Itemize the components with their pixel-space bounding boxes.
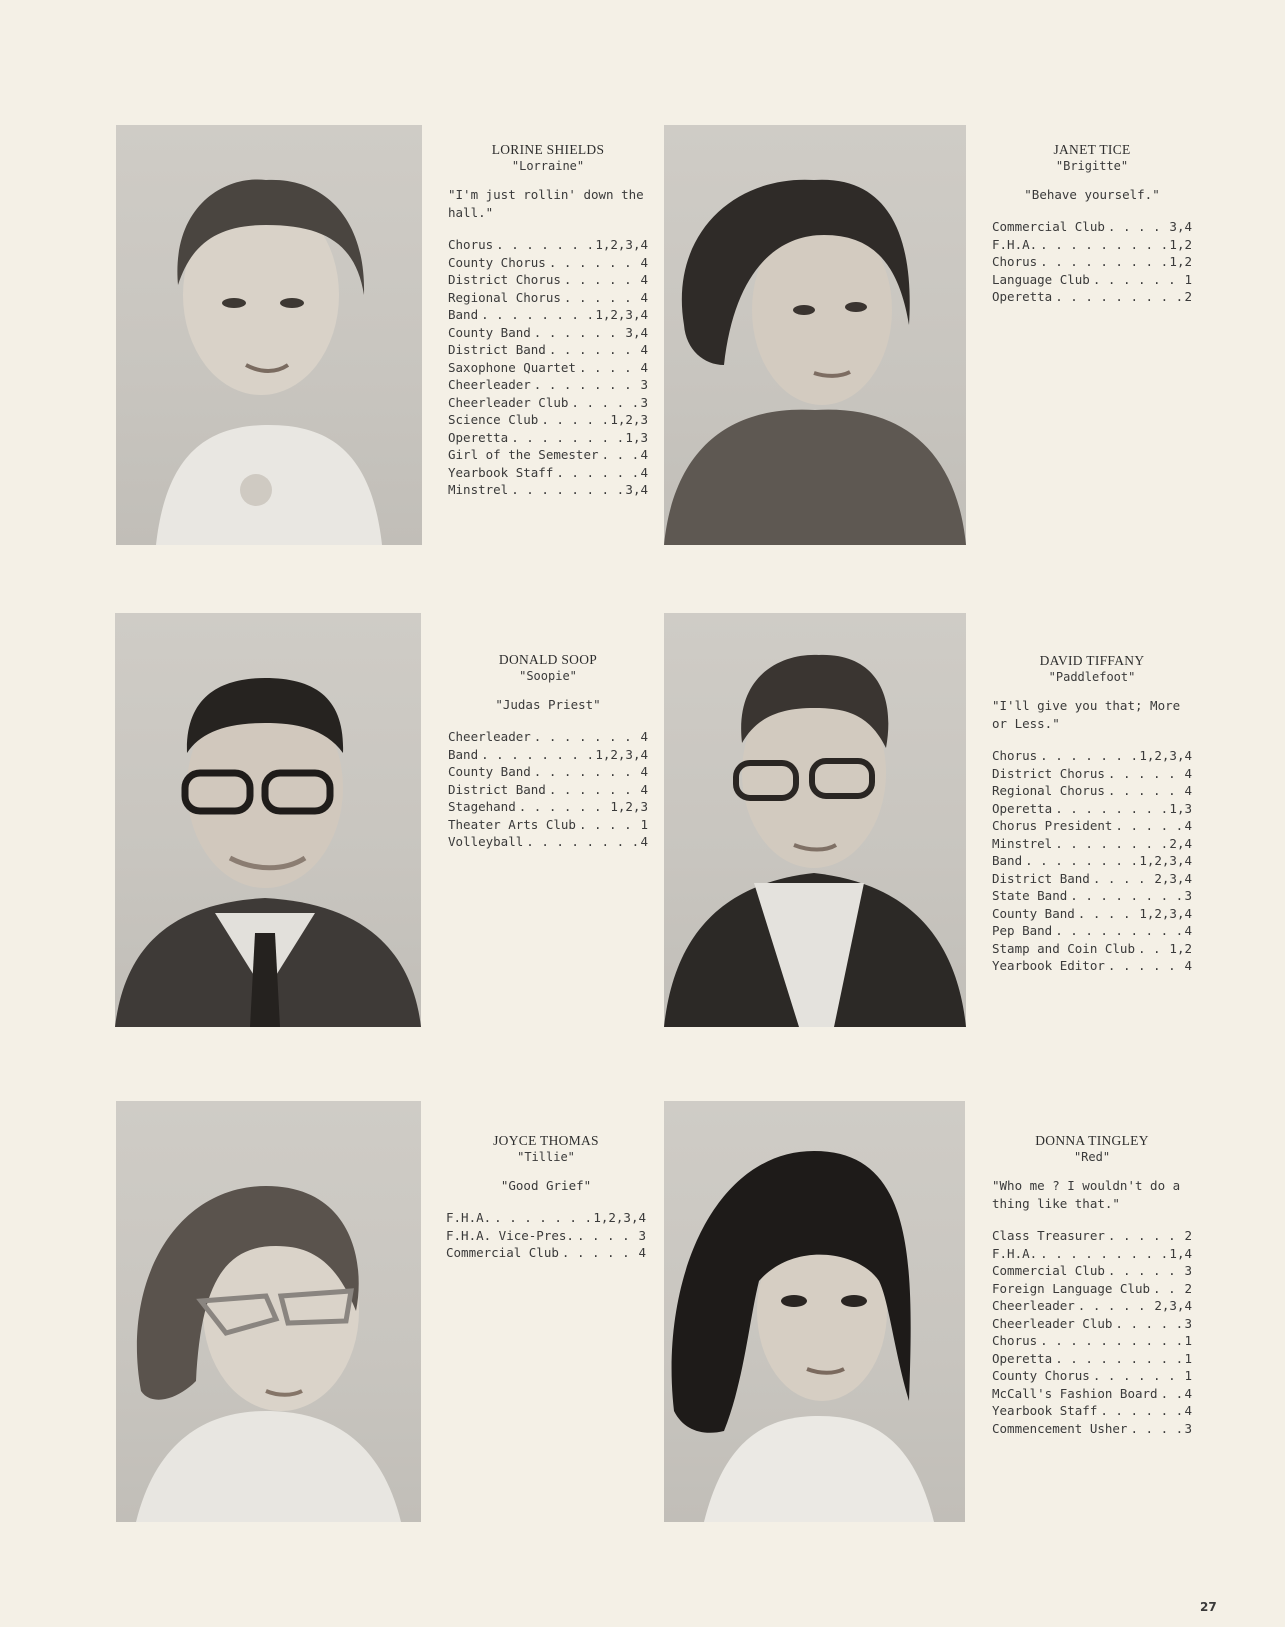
leader-dots [1105,218,1170,236]
activity-years: 4 [640,359,648,375]
activity-label: Stamp and Coin Club [992,940,1135,956]
activity-years: 3 [640,394,648,410]
activity-years: 3 [1184,1315,1192,1331]
activity-row [448,394,648,412]
activity-label: County Chorus [448,254,546,270]
leader-dots [1127,1420,1184,1438]
activity-label: State Band [992,888,1068,903]
activity-row [992,887,1192,905]
activity-years: 2,4 [1169,835,1192,851]
activity-years: 4 [640,781,648,797]
activity-years: 1 [1184,1368,1192,1383]
activity-row [992,905,1192,923]
activity-years: 1,2,3,4 [1139,853,1192,868]
activity-years: 3 [640,377,648,392]
activity-years: 1,3 [1169,800,1192,816]
activity-years: 3,4 [1169,219,1192,234]
leader-dots [574,1227,639,1245]
activity-years: 4 [640,764,648,779]
leader-dots [1052,922,1184,940]
activity-years: 1 [1184,271,1192,287]
leader-dots [1112,817,1184,835]
student-nickname: "Soopie" [519,669,577,683]
activity-row [992,288,1192,306]
leader-dots [531,376,641,394]
activity-row [992,957,1192,975]
leader-dots [576,359,641,377]
activity-row [992,218,1192,236]
student-photo-donna-tingley [664,1101,965,1522]
activity-row [448,798,648,816]
activity-years: 3 [638,1227,646,1243]
leader-dots [1090,870,1155,888]
activity-years: 1,3 [625,429,648,445]
activity-row [448,306,648,324]
leader-dots [531,763,641,781]
activity-row [448,746,648,764]
activity-years: 2,3,4 [1154,870,1192,886]
leader-dots [1105,765,1185,783]
activity-row [992,765,1192,783]
activity-years: 4 [1184,923,1192,938]
portrait-girl-icon [664,125,966,545]
activity-row [448,429,648,447]
student-nickname: "Red" [1073,1150,1111,1164]
leader-dots [553,464,640,482]
student-photo-donald-soop [115,613,421,1027]
leader-dots [546,781,641,799]
activity-row [448,728,648,746]
leader-dots [1037,1245,1169,1263]
activity-label: Chorus [992,1333,1038,1348]
portrait-girl-icon [664,1101,965,1522]
activity-list [446,1209,646,1262]
activity-row [992,835,1192,853]
activity-row [448,236,648,254]
leader-dots [516,798,611,816]
activity-years: 3,4 [625,482,648,497]
activity-label: Cheerleader Club [992,1315,1113,1331]
leader-dots [1037,236,1169,254]
activity-row [992,1297,1192,1315]
activity-list [448,236,648,499]
student-nickname: "Tillie" [517,1150,575,1164]
activity-row [992,922,1192,940]
leader-dots [1037,747,1139,765]
student-quote: "Good Grief" [500,1178,592,1193]
leader-dots [1097,1402,1184,1420]
activity-label: F.H.A. Vice-Pres. [446,1227,574,1243]
activity-label: Chorus [992,254,1038,269]
activity-row [992,1350,1192,1368]
activity-years: 2 [1184,1280,1192,1296]
activity-years: 4 [1184,783,1192,798]
activity-label: Cheerleader [448,377,531,392]
activity-years: 4 [1184,958,1192,973]
activity-years: 4 [1184,1385,1192,1401]
activity-label: Regional Chorus [448,289,561,305]
student-name: JOYCE THOMAS [493,1133,599,1148]
activity-label: County Chorus [992,1368,1090,1383]
leader-dots [561,271,641,289]
activity-years: 1,2,3,4 [1139,905,1192,921]
activity-years: 4 [640,834,648,849]
activity-list [992,218,1192,306]
leader-dots [1105,782,1185,800]
activity-label: County Band [448,324,531,340]
student-entry-david-tiffany [992,653,1192,975]
leader-dots [531,728,641,746]
activity-years: 4 [640,272,648,287]
activity-row [992,1245,1192,1263]
activity-label: Foreign Language Club [992,1280,1151,1296]
activity-years: 3 [1184,1420,1192,1436]
student-entry-donald-soop [448,652,648,851]
activity-row [448,816,648,834]
portrait-girl-icon [116,1101,421,1522]
student-quote: "Who me ? I wouldn't do a thing like that." [992,1178,1181,1211]
activity-years: 4 [640,254,648,270]
activity-label: Operetta [448,429,509,445]
activity-label: District Chorus [448,272,561,287]
leader-dots [1067,887,1184,905]
leader-dots [1090,271,1185,289]
activity-row [448,763,648,781]
activity-label: Chorus [992,748,1038,763]
leader-dots [1052,800,1169,818]
leader-dots [538,411,610,429]
activity-row [992,747,1192,765]
activity-label: Saxophone Quartet [448,359,576,375]
leader-dots [531,324,626,342]
activity-row [448,411,648,429]
leader-dots [1052,288,1184,306]
leader-dots [546,254,641,272]
activity-list [992,1227,1192,1437]
leader-dots [1037,1332,1184,1350]
activity-row [992,940,1192,958]
leader-dots [1135,940,1169,958]
activity-row [448,481,648,499]
activity-label: Cheerleader [992,1298,1075,1313]
leader-dots [523,833,640,851]
leader-dots [559,1244,639,1262]
leader-dots [1105,957,1185,975]
portrait-boy-icon [664,613,966,1027]
leader-dots [508,481,625,499]
activity-years: 1 [1184,1333,1192,1348]
student-nickname: "Brigitte" [1055,159,1129,173]
activity-row [992,1402,1192,1420]
activity-row [448,254,648,272]
activity-label: Chorus President [992,818,1113,833]
activity-years: 4 [638,1245,646,1260]
activity-label: Operetta [992,1350,1053,1366]
leader-dots [1075,1297,1155,1315]
activity-label: Minstrel [448,482,509,497]
activity-years: 4 [640,729,648,744]
activity-label: Stagehand [448,799,516,814]
student-photo-lorine-shields [116,125,422,545]
activity-label: County Band [992,905,1075,921]
leader-dots [1075,905,1140,923]
leader-dots [1112,1315,1184,1333]
student-entry-joyce-thomas [446,1133,646,1262]
activity-row [992,870,1192,888]
activity-row [448,324,648,342]
activity-row [446,1244,646,1262]
portrait-boy-icon [115,613,421,1027]
leader-dots [493,236,595,254]
activity-label: Commercial Club [992,1263,1105,1278]
student-nickname: "Lorraine" [511,159,585,173]
student-photo-janet-tice [664,125,966,545]
activity-label: District Chorus [992,765,1105,781]
activity-label: District Band [992,870,1090,886]
activity-row [446,1227,646,1245]
leader-dots [599,446,641,464]
activity-label: Yearbook Staff [448,464,554,480]
activity-label: Operetta [992,800,1053,816]
activity-label: McCall's Fashion Board [992,1385,1158,1401]
activity-label: District Band [448,781,546,797]
activity-label: Commencement Usher [992,1420,1128,1436]
student-quote: "I'll give you that; More or Less." [992,698,1181,731]
activity-label: Minstrel [992,835,1053,851]
activity-row [448,781,648,799]
activity-label: District Band [448,342,546,357]
activity-label: Cheerleader Club [448,394,569,410]
activity-row [992,817,1192,835]
student-name: LORINE SHIELDS [491,142,605,157]
activity-label: F.H.A. [992,1245,1038,1261]
activity-years: 1,2,3,4 [595,237,648,252]
activity-years: 3 [1184,1263,1192,1278]
activity-row [992,1280,1192,1298]
leader-dots [1052,1350,1184,1368]
student-quote: "Judas Priest" [495,697,601,712]
activity-label: F.H.A. [446,1210,492,1225]
activity-label: Chorus [448,237,494,252]
activity-row [992,800,1192,818]
student-quote: "I'm just rollin' down the hall." [448,187,644,220]
leader-dots [1052,835,1169,853]
activity-row [992,1385,1192,1403]
activity-label: Yearbook Staff [992,1403,1098,1418]
leader-dots [1022,852,1139,870]
activity-years: 1 [640,816,648,832]
activity-years: 4 [1184,818,1192,833]
leader-dots [478,746,595,764]
activity-label: Commercial Club [446,1245,559,1260]
activity-label: Band [448,307,479,322]
activity-label: Regional Chorus [992,783,1105,798]
leader-dots [568,394,640,412]
activity-row [992,1367,1192,1385]
activity-years: 1 [1184,1350,1192,1366]
activity-years: 4 [1184,1403,1192,1418]
activity-row [992,253,1192,271]
student-entry-lorine-shields [448,142,648,499]
page-number: 27 [1200,1600,1217,1614]
activity-label: Band [992,853,1023,868]
activity-list [992,747,1192,975]
activity-label: Operetta [992,289,1053,304]
leader-dots [546,341,641,359]
activity-row [992,1420,1192,1438]
leader-dots [478,306,595,324]
leader-dots [576,816,641,834]
student-name: DAVID TIFFANY [1039,653,1145,668]
activity-years: 4 [640,447,648,462]
activity-years: 1,2 [1169,236,1192,252]
activity-label: Commercial Club [992,219,1105,234]
activity-years: 1,2,3 [610,412,648,427]
activity-list [448,728,648,851]
student-photo-david-tiffany [664,613,966,1027]
activity-row [992,1227,1192,1245]
activity-label: Pep Band [992,923,1053,938]
activity-years: 1,2 [1169,254,1192,269]
activity-row [446,1209,646,1227]
activity-row [992,1332,1192,1350]
activity-years: 1,4 [1169,1245,1192,1261]
activity-row [448,464,648,482]
student-photo-joyce-thomas [116,1101,421,1522]
student-nickname: "Paddlefoot" [1048,670,1136,684]
leader-dots [561,289,641,307]
leader-dots [508,429,625,447]
activity-label: Band [448,746,479,762]
leader-dots [1037,253,1169,271]
activity-row [448,833,648,851]
activity-row [448,341,648,359]
activity-label: Volleyball [448,834,524,849]
activity-row [992,1315,1192,1333]
activity-years: 1,2,3,4 [593,1210,646,1225]
activity-label: Language Club [992,271,1090,287]
activity-years: 3 [1184,888,1192,903]
activity-label: Class Treasurer [992,1228,1105,1243]
activity-years: 2 [1184,1228,1192,1243]
activity-years: 1,2,3 [610,799,648,814]
leader-dots [1158,1385,1185,1403]
activity-years: 1,2,3,4 [595,307,648,322]
leader-dots [491,1209,593,1227]
activity-years: 4 [640,289,648,305]
activity-row [992,1262,1192,1280]
activity-years: 1,2 [1169,940,1192,956]
student-entry-donna-tingley [992,1133,1192,1437]
activity-years: 4 [640,464,648,480]
activity-row [448,289,648,307]
activity-row [992,271,1192,289]
activity-years: 4 [1184,765,1192,781]
student-name: JANET TICE [1053,142,1131,157]
activity-label: Yearbook Editor [992,958,1105,973]
student-name: DONNA TINGLEY [1035,1133,1149,1148]
activity-label: Theater Arts Club [448,816,576,832]
activity-row [448,359,648,377]
activity-years: 3,4 [625,324,648,340]
activity-row [992,852,1192,870]
activity-row [992,782,1192,800]
activity-label: Science Club [448,412,539,427]
activity-label: Cheerleader [448,729,531,744]
leader-dots [1150,1280,1184,1298]
leader-dots [1105,1227,1185,1245]
student-entry-janet-tice [992,142,1192,306]
activity-row [448,271,648,289]
activity-label: County Band [448,764,531,779]
activity-years: 1,2,3,4 [595,746,648,762]
portrait-girl-icon [116,125,422,545]
leader-dots [1090,1367,1185,1385]
activity-row [448,376,648,394]
activity-years: 2 [1184,289,1192,304]
student-quote: "Behave yourself." [1024,187,1160,202]
activity-years: 1,2,3,4 [1139,748,1192,763]
activity-label: Girl of the Semester [448,447,599,462]
activity-row [448,446,648,464]
student-name: DONALD SOOP [498,652,598,667]
activity-row [992,236,1192,254]
activity-years: 2,3,4 [1154,1298,1192,1313]
activity-years: 4 [640,342,648,357]
leader-dots [1105,1262,1185,1280]
activity-label: F.H.A. [992,236,1038,252]
